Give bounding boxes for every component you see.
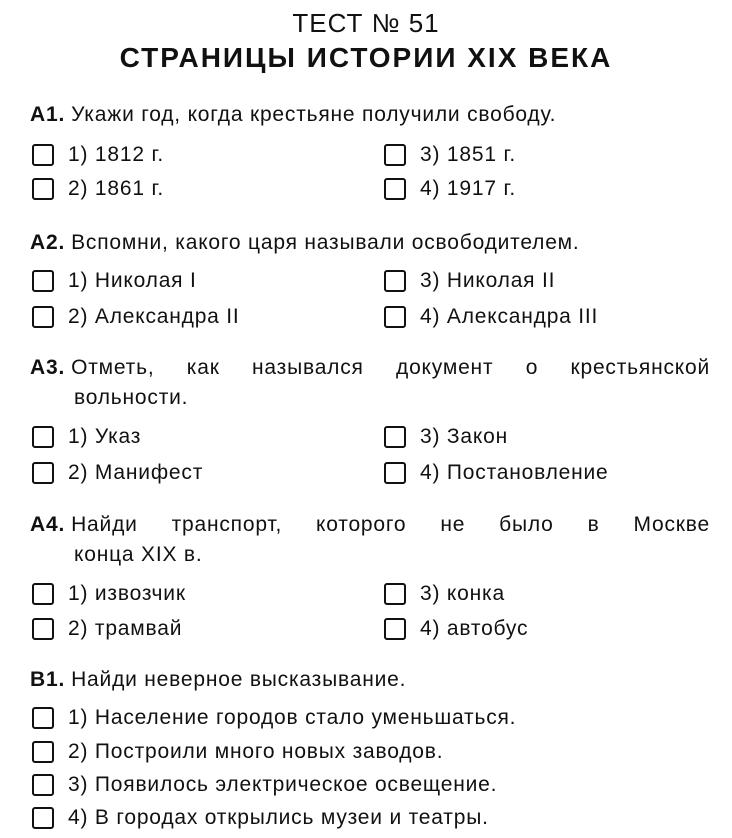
option-b1-1[interactable] [32, 704, 516, 732]
option-label: 4) Александра III [420, 305, 599, 328]
answer-checkbox[interactable] [384, 426, 406, 448]
answer-checkbox[interactable] [384, 178, 406, 200]
answer-checkbox[interactable] [32, 618, 54, 640]
option-label: 2) 1861 г. [68, 177, 164, 200]
option-b1-4[interactable] [32, 804, 489, 832]
question-a1 [30, 100, 710, 130]
answer-checkbox[interactable] [384, 270, 406, 292]
question-number: В1. [30, 668, 66, 691]
option-label: 4) В городах открылись музеи и театры. [68, 806, 489, 829]
question-number: А2. [30, 231, 66, 254]
option-label: 1) Николая I [68, 269, 197, 292]
answer-checkbox[interactable] [32, 774, 54, 796]
question-a2 [30, 228, 710, 258]
question-text: Укажи год, когда крестьяне получили свободу. [71, 103, 557, 126]
answer-checkbox[interactable] [384, 144, 406, 166]
option-label: 1) Население городов стало уменьшаться. [68, 706, 517, 729]
option-a2-4[interactable] [384, 303, 598, 331]
option-label: 2) Построили много новых заводов. [68, 740, 444, 763]
answer-checkbox[interactable] [32, 807, 54, 829]
answer-checkbox[interactable] [384, 583, 406, 605]
option-label: 3) Закон [420, 425, 508, 448]
question-number: А1. [30, 103, 66, 126]
option-b1-3[interactable] [32, 771, 497, 799]
answer-checkbox[interactable] [384, 306, 406, 328]
answer-checkbox[interactable] [384, 462, 406, 484]
question-number: А4. [30, 513, 66, 536]
option-a3-3[interactable] [384, 423, 508, 451]
question-text: Вспомни, какого царя называли освободителем. [71, 231, 580, 254]
option-a1-2[interactable] [32, 175, 164, 203]
answer-checkbox[interactable] [32, 178, 54, 200]
option-label: 4) автобус [420, 617, 529, 640]
option-a3-4[interactable] [384, 459, 609, 487]
option-label: 4) 1917 г. [420, 177, 516, 200]
answer-checkbox[interactable] [32, 306, 54, 328]
option-label: 1) извозчик [68, 582, 186, 605]
test-title: СТРАНИЦЫ ИСТОРИИ XIX ВЕКА [119, 42, 613, 73]
option-a1-4[interactable] [384, 175, 516, 203]
option-label: 2) Манифест [68, 461, 204, 484]
question-text-line2: конца XIX в. [74, 543, 203, 566]
question-text-line1: Отметь, как назывался документ о крестьянской [71, 356, 710, 379]
option-label: 3) Появилось электрическое освещение. [68, 773, 498, 796]
option-a1-3[interactable] [384, 141, 516, 169]
answer-checkbox[interactable] [32, 270, 54, 292]
question-a4 [30, 510, 710, 570]
answer-checkbox[interactable] [32, 144, 54, 166]
question-text: Найди неверное высказывание. [71, 668, 407, 691]
test-number: ТЕСТ № 51 [292, 8, 440, 38]
answer-checkbox[interactable] [32, 707, 54, 729]
answer-checkbox[interactable] [32, 426, 54, 448]
option-a4-1[interactable] [32, 580, 186, 608]
option-label: 2) трамвай [68, 617, 183, 640]
option-a4-4[interactable] [384, 615, 528, 643]
option-b1-2[interactable] [32, 738, 443, 766]
question-number: А3. [30, 356, 66, 379]
question-text-line2: вольности. [74, 386, 189, 409]
option-label: 3) конка [420, 582, 505, 605]
question-a3 [30, 353, 710, 413]
option-a2-3[interactable] [384, 267, 555, 295]
option-a2-2[interactable] [32, 303, 240, 331]
question-b1 [30, 665, 710, 695]
answer-checkbox[interactable] [384, 618, 406, 640]
option-label: 3) Николая II [420, 269, 556, 292]
answer-checkbox[interactable] [32, 462, 54, 484]
question-text-line1: Найди транспорт, которого не было в Москве [71, 513, 710, 536]
answer-checkbox[interactable] [32, 583, 54, 605]
option-a3-2[interactable] [32, 459, 203, 487]
option-a4-3[interactable] [384, 580, 505, 608]
option-label: 3) 1851 г. [420, 143, 516, 166]
option-label: 1) Указ [68, 425, 142, 448]
option-label: 1) 1812 г. [68, 143, 164, 166]
option-label: 4) Постановление [420, 461, 609, 484]
option-a3-1[interactable] [32, 423, 141, 451]
option-a2-1[interactable] [32, 267, 197, 295]
option-a1-1[interactable] [32, 141, 164, 169]
answer-checkbox[interactable] [32, 741, 54, 763]
option-label: 2) Александра II [68, 305, 240, 328]
option-a4-2[interactable] [32, 615, 182, 643]
